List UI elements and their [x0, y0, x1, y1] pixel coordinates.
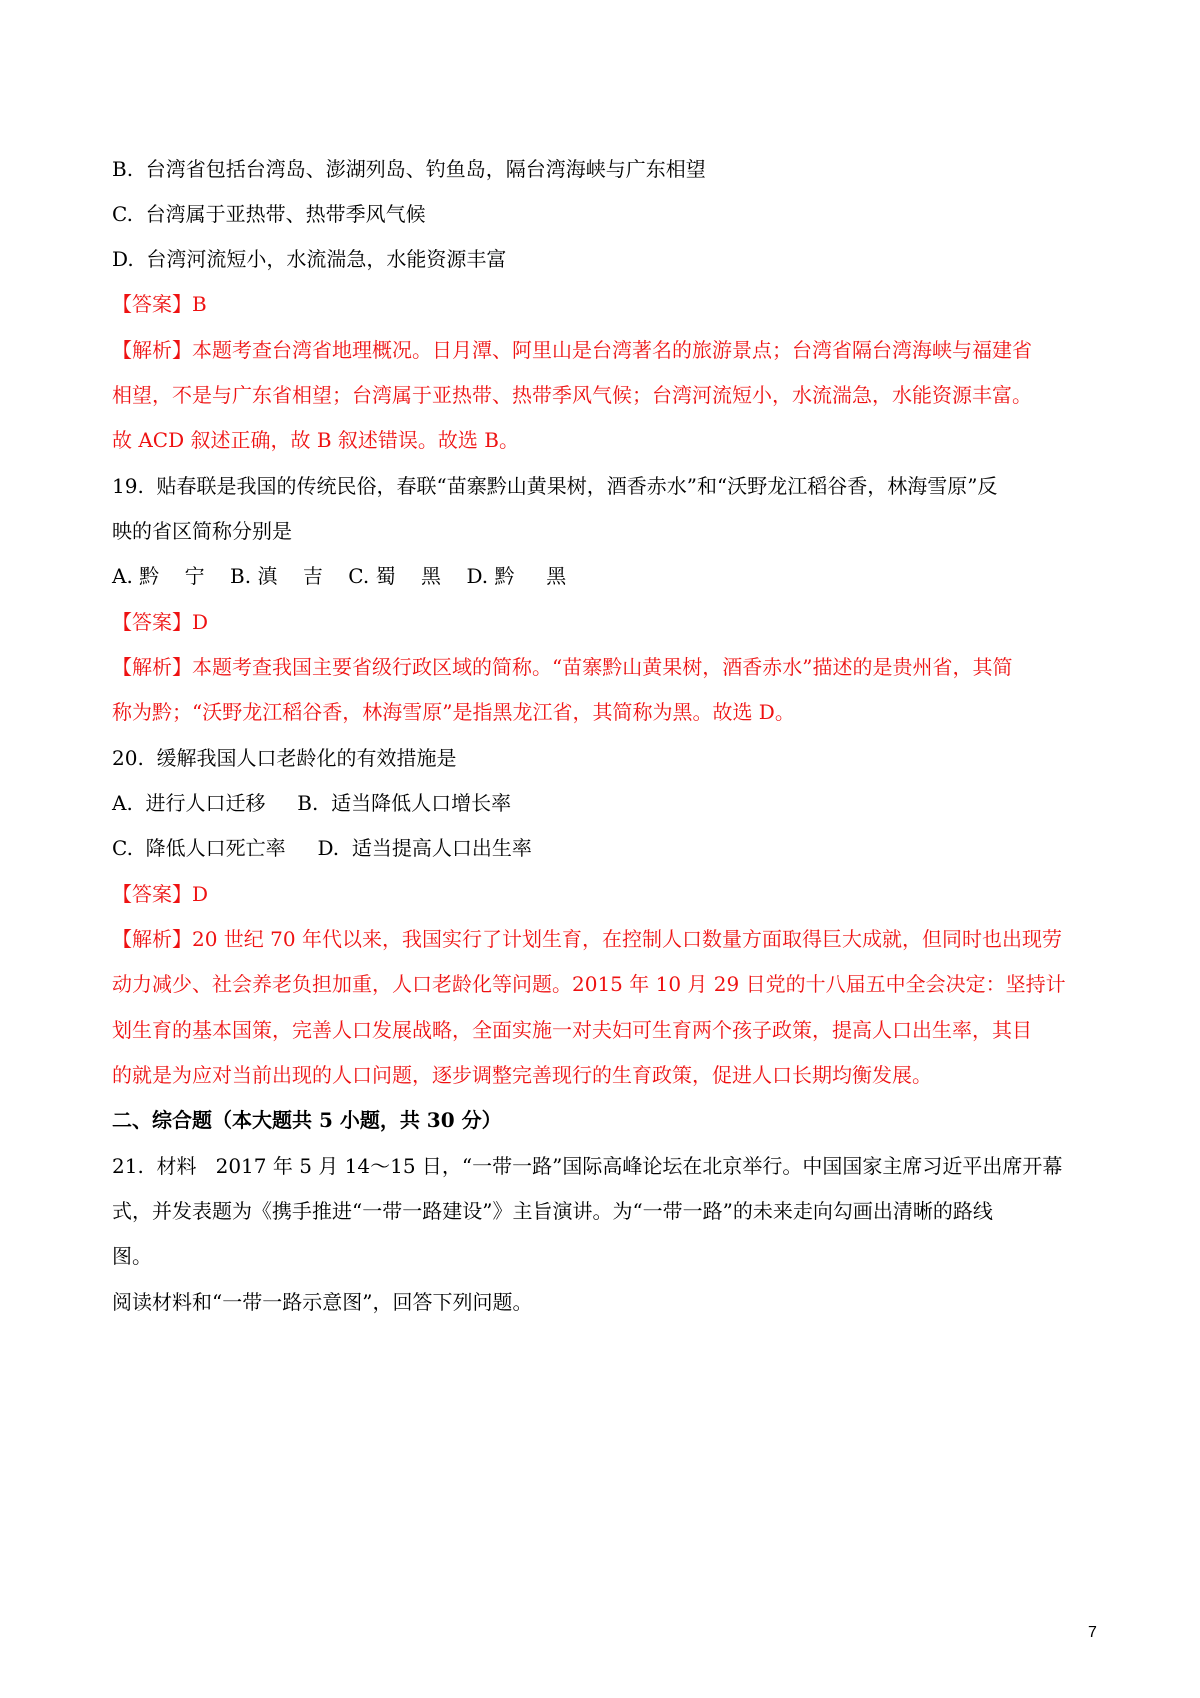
question-21-line3: 图。 — [112, 1244, 152, 1268]
option-d-q18: D. 台湾河流短小，水流湍急，水能资源丰富 — [112, 247, 507, 271]
analysis-q18-line1: 【解析】本题考查台湾省地理概况。日月潭、阿里山是台湾著名的旅游景点；台湾省隔台湾海峡与福建省 — [112, 338, 1032, 362]
question-21-line1: 21. 材料 2017 年 5 月 14～15 日，“一带一路”国际高峰论坛在北京举行。中国国家主席习近平出席开幕 — [112, 1154, 1063, 1178]
question-21-instruction: 阅读材料和“一带一路示意图”，回答下列问题。 — [112, 1290, 533, 1314]
analysis-q18-line2: 相望，不是与广东省相望；台湾属于亚热带、热带季风气候；台湾河流短小，水流湍急，水能资源丰富。 — [112, 383, 1032, 407]
options-q19: A. 黔 宁 B. 滇 吉 C. 蜀 黑 D. 黔 黑 — [112, 564, 567, 588]
question-21-line2: 式，并发表题为《携手推进“一带一路建设”》主旨演讲。为“一带一路”的未来走向勾画出清晰的路线 — [112, 1199, 993, 1223]
question-19-line1: 19. 贴春联是我国的传统民俗，春联“苗寨黔山黄果树，酒香赤水”和“沃野龙江稻谷香，林海雪原”反 — [112, 474, 998, 498]
analysis-q19-line2: 称为黔；“沃野龙江稻谷香，林海雪原”是指黑龙江省，其简称为黑。故选 D。 — [112, 700, 795, 724]
question-19-line2: 映的省区简称分别是 — [112, 519, 292, 543]
section-heading: 二、综合题（本大题共 5 小题，共 30 分） — [112, 1108, 502, 1132]
option-c-q18: C. 台湾属于亚热带、热带季风气候 — [112, 202, 426, 226]
analysis-q19-line1: 【解析】本题考查我国主要省级行政区域的简称。“苗寨黔山黄果树，酒香赤水”描述的是贵州省，其简 — [112, 655, 1013, 679]
answer-q18: 【答案】B — [112, 292, 207, 316]
options-q20-ab: A. 进行人口迁移 B. 适当降低人口增长率 — [112, 791, 512, 815]
analysis-q20-line1: 【解析】20 世纪 70 年代以来，我国实行了计划生育，在控制人口数量方面取得巨大成就，但同时也出现劳 — [112, 927, 1062, 951]
analysis-q18-line3: 故 ACD 叙述正确，故 B 叙述错误。故选 B。 — [112, 428, 519, 452]
page-number: 7 — [1088, 1624, 1097, 1641]
options-q20-cd: C. 降低人口死亡率 D. 适当提高人口出生率 — [112, 836, 532, 860]
option-b-q18: B. 台湾省包括台湾岛、澎湖列岛、钓鱼岛，隔台湾海峡与广东相望 — [112, 157, 706, 181]
answer-q20: 【答案】D — [112, 882, 209, 906]
analysis-q20-line2: 动力减少、社会养老负担加重，人口老龄化等问题。2015 年 10 月 29 日党的十八届五中全会决定：坚持计 — [112, 972, 1066, 996]
analysis-q20-line3: 划生育的基本国策，完善人口发展战略，全面实施一对夫妇可生育两个孩子政策，提高人口出生率，其目 — [112, 1018, 1032, 1042]
question-20: 20. 缓解我国人口老龄化的有效措施是 — [112, 746, 457, 770]
analysis-q20-line4: 的就是为应对当前出现的人口问题，逐步调整完善现行的生育政策，促进人口长期均衡发展。 — [112, 1063, 932, 1087]
answer-q19: 【答案】D — [112, 610, 209, 634]
